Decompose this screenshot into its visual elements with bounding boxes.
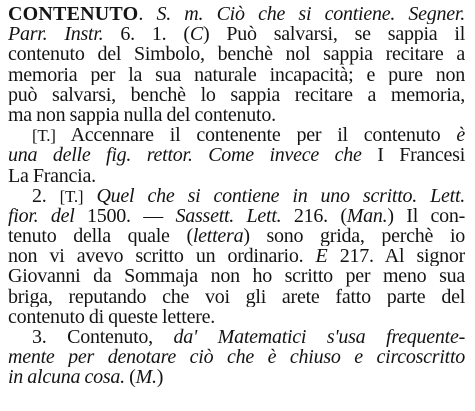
entry-line-16: contenuto di queste lettere. (8, 306, 215, 327)
entry-line-5: può salvarsi, benchè lo sappia recitare a memoria, (8, 84, 465, 105)
entry-line-13: non vi avevo scritto un ordinario. E 217. Al signor (8, 246, 465, 267)
entry-line-3: contenuto del Simbolo, benchè nol sappia recitare a (8, 44, 465, 65)
entry-line-7: [T.] Accennare il contenente per il contenuto è (32, 125, 465, 146)
entry-line-6: ma non sappia nulla del contenuto. (8, 104, 276, 126)
tommaseo-mark: [T.] (32, 126, 56, 146)
entry-line-9: La Francia. (8, 165, 96, 186)
entry-line-1: CONTENUTO. S. m. Ciò che si contiene. Segner. (8, 4, 465, 25)
entry-line-8: una delle fig. rettor. Come invece che I Francesi (8, 145, 465, 166)
entry-line-10: 2. [T.] Quel che si contiene in uno scritto. Lett. (32, 185, 465, 206)
entry-line-2: Parr. Instr. 6. 1. (C) Può salvarsi, se sappia il (8, 24, 465, 45)
tommaseo-mark: [T.] (59, 186, 84, 206)
headword: CONTENUTO (8, 4, 139, 25)
entry-line-15: briga, reputando che voi gli arete fatto parte del (8, 286, 465, 307)
entry-line-14: Giovanni da Sommaja non ho scritto per meno sua (8, 266, 465, 287)
entry-line-12: tenuto della quale (lettera) sono grida, perchè io (8, 226, 465, 247)
entry-line-11: fior. del 1500. — Sassett. Lett. 216. (Man.) Il con- (8, 205, 465, 227)
entry-line-17: 3. Contenuto, da' Matematici s'usa frequente- (32, 327, 465, 348)
entry-line-18: mente per denotare ciò che è chiuso e circoscritto (8, 347, 465, 368)
entry-line-4: memoria per la sua naturale incapacità; e pure non (8, 64, 465, 85)
entry-line-19: in alcuna cosa. (M.) (8, 367, 164, 388)
